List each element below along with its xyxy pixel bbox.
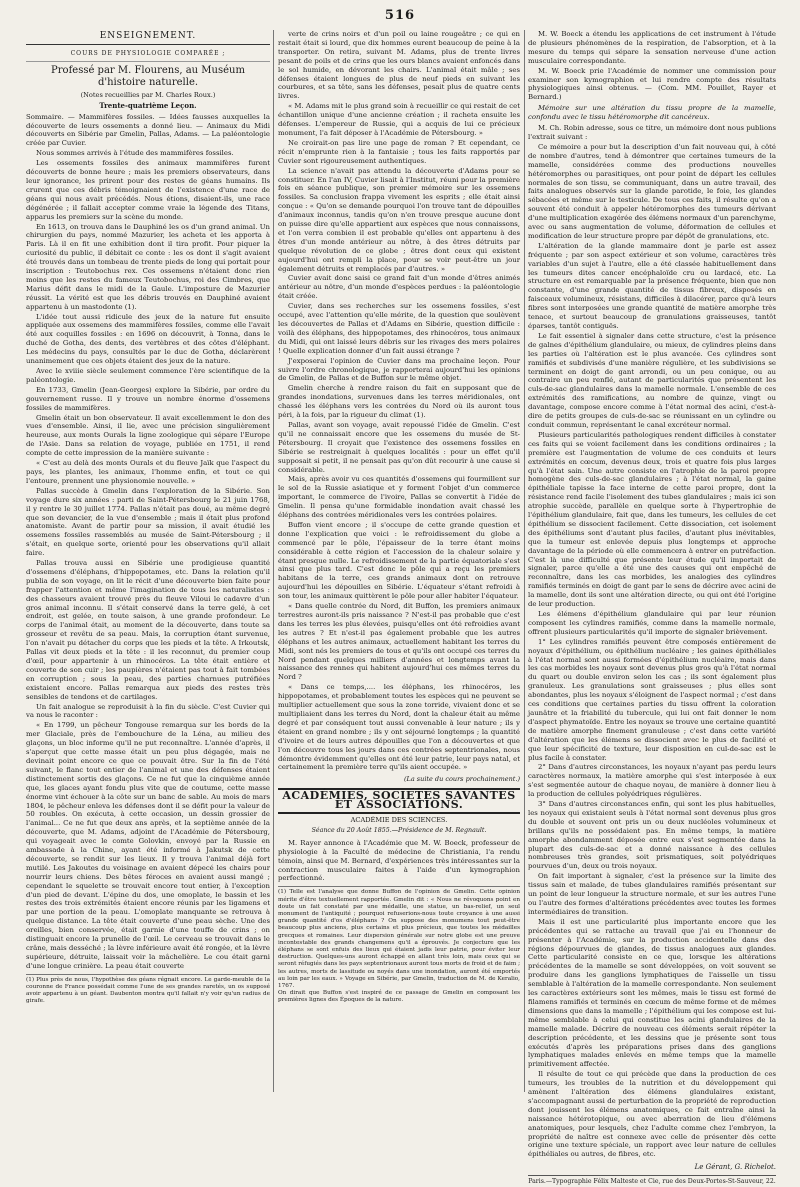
paragraph: « C'est au delà des monts Ourals et du fleuve Jaïk que l'aspect du pays, les plantes, les animaux, l'homme enfin, et tout ce qui l'entoure, prennent une physionomie nouvelle. » (26, 459, 270, 485)
paragraph: « En 1799, un pêcheur Tongouse remarqua sur les bords de la mer Glaciale, près de l'embouchure de la Léna, au milieu des glaçons, un bloc informe qu'il ne put reconnaître. L'année d'après, il s'aperçut que cette masse était un peu plus dégagée, mais ne devinait point encore ce que ce pouvait être. Sur la fin de l'été suivant, le flanc tout entier de l'animal et une des défenses étaient distinctement sortis des glaçons. Ce ne fut que la cinquième année que, les glaces ayant fondu plus vite que de coutume, cette masse énorme vint échouer à la côte sur un banc de sable. Au mois de mars 1804, le pêcheur enleva les défenses dont il se défit pour la valeur de 50 roubles. On exécuta, à cette occasion, un dessin grossier de l'animal... Ce ne fut que deux ans après, et la septième année de la découverte, que M. Adams, adjoint de l'Académie de Pétersbourg, qui voyageait avec le comte Golovkin, envoyé par la Russie en ambassade à la Chine, ayant été informé à Jakutsk de cette découverte, se rendit sur les lieux. Il y trouva l'animal déjà fort mutilé. Les Jakoutes du voisinage en avaient dépecé les chairs pour nourrir leurs chiens. Des bêtes féroces en avaient aussi mangé ; cependant le squelette se trouvait encore tout entier, à l'exception d'un pied de devant. L'épine du dos, une omoplate, le bassin et les restes des trois extrémités étaient encore réunis par les ligamens et par une portion de la peau. L'omoplate manquante se retrouva à quelque distance. La tête était couverte d'une peau sèche. Une des oreilles, bien conservée, était garnie d'une touffe de crins ; on distinguait encore la prunelle de l'œil. Le cerveau se trouvait dans le crâne, mais desséché ; la lèvre inférieure avait été rongée, et la lèvre supérieure, détruite, laissait voir la mâchelière. Le cou était garni d'une longue crinière. La peau était couverte (26, 721, 270, 970)
column-rule (273, 30, 274, 1092)
paragraph: En 1733, Gmelin (Jean-Georges) explore la Sibérie, par ordre du gouvernement russe. Il y trouve un nombre énorme d'ossemens fossiles de mammifères. (26, 385, 270, 412)
academie-body (278, 839, 520, 884)
footnote-2-text: (1) Telle est l'analyse que donne Buffon de l'opinion de Gmelin. Cette opinion mérite d'être textuellement rapportée. Gmelin dit : « Nous ne révoquons point en doute un fait constaté par une médaille, une statue, un bas-relief, un seul monument de l'antiquité ; pourquoi refuserions-nous toute croyance à une aussi grande quantité d'os d'éléphans ? On suppose des monumens tout peut-être beaucoup plus anciens, plus certains et plus précieux, que toutes les médailles grecques et romaines. Leur dispersion générale sur notre globe est une preuve incontestable des grands changemens qu'il a éprouvés. Je conjecture que les éléphans se sont enfuis des lieux qui étaient jadis leur patrie, pour éviter leur destruction. Quelques-uns auront échappé en allant très loin, mais ceux qui se seront réfugiés dans les pays septentrionaux auront tous morts de froid et de faim ; les autres, morts de lassitude ou noyés dans une inondation, auront été emportés au loin par les eaux. » Voyage en Sibérie, par Gmelin, traduction de M. de Keralio, 1767. (278, 889, 520, 990)
paragraph: « Dans quelle contrée du Nord, dit Buffon, les premiers animaux terrestres auront-ils pris naissance ? N'est-il pas probable que c'est dans les terres les plus élevées, puisqu'elles ont été refroidies avant les autres ? Et n'est-il pas également probable que les autres éléphans et les autres animaux, actuellement habitant les terres du Midi, sont nés les premiers de tous et qu'ils ont occupé ces terres du Nord pendant quelques milliers d'années et longtemps avant la naissance des rennes qui habitent aujourd'hui ces mêmes terres du Nord ? (278, 602, 520, 682)
paragraph: Cuvier avait donc saisi ce grand fait d'un monde d'êtres animés antérieur au nôtre, d'un monde d'espèces perdues : la paléontologie était créée. (278, 274, 520, 301)
paragraph: « M. Adams mit le plus grand soin à recueillir ce qui restait de cet échantillon unique d'une ancienne création ; il racheta ensuite les défenses. L'empereur de Russie, qui a acquis de lui ce précieux monument, l'a fait déposer à l'Académie de Pétersbourg. » (278, 102, 520, 137)
seance-line: Séance du 20 Août 1855.—Présidence de M. Regnault. (311, 826, 487, 834)
column-3-intro (528, 30, 776, 102)
column-3 (528, 30, 776, 1186)
paragraph: Plusieurs particularités pathologiques rendent difficiles à constater ces faits qui se voient facilement dans les conditions ordinaires ; la première est l'augmentation de volume de ces conduits et leurs extrémités en cœcum, devenus deux, trois et quatre fois plus larges qu'à l'état sain. Une autre consiste en l'atrophie de la paroi propre homogène des culs-de-sac glandulaires ; à l'état normal, la gaine épithéliale tapisse la face interne de cette paroi propre, dont la résistance rend facile l'isolement des tubes glandulaires ; mais ici son atrophie succède, parallèle en quelque sorte à l'hypertrophie de l'épithélium glandulaire, fait que, dans les tumeurs, les cellules de cet épithélium se dissocient facilement. Cette dissociation, cet isolement des épithéliums sont d'autant plus faciles, d'autant plus inévitables, que la tumeur est enlevée depuis plus longtemps et approche davantage de la période où elle commencera à entrer en putréfaction. C'est là une difficulté que présente leur étude qu'il importait de signaler, parce qu'elle a été une des causes qui ont empêché de reconnaître, dans les cas morbides, les analogies des cylindres ramifiés terminés en doigt de gant par le sens de décrire avec acini de la mamelle, dont ils sont une altération directe, ou qui ont été l'origine de leur production. (528, 430, 776, 609)
paragraph: Avec le xviiie siècle seulement commence l'ère scientifique de la paléontologie. (26, 367, 270, 384)
paragraph: 3° Dans d'autres circonstances enfin, qui sont les plus habituelles, les noyaux qui existaient seuls à l'état normal sont devenus plus gros du double et souvent ont pris un ou deux nucléoles volumineux et brillans qu'ils ne possédaient pas. En même temps, la matière amorphe abondamment déposée entre eux s'est segmentée dans la plupart des culs-de-sac et a donné naissance à des cellules nombreuses très grandes, soit prismatiques, soit polyédriques pourvues d'un, deux ou trois noyaux. (528, 800, 776, 871)
memoire-title: Mémoire sur une altération du tissu propre de la mamelle, confondu avec le tissu hétéromorphe dit cancéreux. (528, 104, 776, 122)
paragraph: Pallas succède à Gmelin dans l'exploration de la Sibérie. Son voyage dure six années : parti de Saint-Pétersbourg le 21 juin 1768, il y rentre le 30 juillet 1774. Pallas n'était pas doué, au même degré que son devancier, de la vue d'ensemble ; mais il était plus profond anatomiste. Avant de partir pour sa mission, il avait étudié les ossemens fossiles rassemblés au musée de Saint-Pétersbourg ; il s'était, en quelque sorte, orienté pour les observations qu'il allait faire. (26, 486, 270, 558)
continuation-note: (La suite du cours prochainement.) (404, 775, 520, 784)
paragraph: Pallas, avant son voyage, avait repoussé l'idée de Gmelin. C'est qu'il ne connaissait encore que les ossemens du musée de St-Pétersbourg. Il croyait que l'existence des ossemens fossiles en Sibérie se restreignait à quelques localités : pour un effet qu'il supposait si petit, il ne pensait pas qu'on dût recourir à une cause si considérable. (278, 420, 520, 474)
paragraph: M. Rayer annonce à l'Académie que M. W. Boeck, professeur de physiologie à la Faculté de médecine de Christiania, l'a rendu témoin, ainsi que M. Bernard, d'expériences très intéressantes sur la contraction musculaire faites à l'aide d'un kymographion perfectionné. (278, 838, 520, 883)
paragraph: Nous sommes arrivés à l'étude des mammifères fossiles. (36, 149, 234, 158)
paragraph: Buffon vient encore ; il s'occupe de cette grande question et donne l'explication que voici : le refroidissement du globe a commencé par le pôle, l'épaisseur de la terre étant moins considérable à cette région et l'accession de la chaleur solaire y étant presque nulle. Le refroidissement de la partie équatoriale s'est ainsi que plus tard. C'est donc le pôle qui a reçu les premiers habitans de la terre, ces grands animaux dont on retrouve aujourd'hui les dépouilles en Sibérie. L'équateur s'étant refroidi à son tour, les animaux quittèrent le pôle pour aller habiter l'équateur. (278, 520, 520, 601)
paragraph: Il résulte de tout ce qui précède que dans la production de ces tumeurs, les troubles de la nutrition et du développement qui amènent l'altération des élémens glandulaires existant, s'accompagnant aussi de perturbation de la propriété de reproduction dont jouissent les élémens anatomiques, ce fait entraîne ainsi la naissance hétérotopique, ou avec aberration de lieu d'élémens anatomiques, pour lesquels, chez l'adulte comme chez l'embryon, la propriété de naître est connexe avec celle de présenter dès cette origine une texture spéciale, un rapport avec leur nature de cellules épithéliales ou autres, de fibres, etc. (528, 1070, 776, 1159)
paragraph: Ce mémoire a pour but la description d'un fait nouveau qui, à côté de nombre d'autres, tend à démontrer que certaines tumeurs de la mamelle, considérées comme des productions nouvelles hétéromorphes ou parasitiques, ont pour point de départ les cellules normales de son tissu, se communiquant, dans un autre travail, des faits analogues observés sur la glande parotide, le foie, les glandes sébacées et même sur le testicule. De tous ces faits, il résulte qu'on a souvent été conduit à appeler hétéromorphes des tumeurs dérivant d'une multiplication exagérée des élémens normaux d'un parenchyme, avec ou sans augmentation de volume, déformation de cellules et modification de leur structure propre par dépôt de granulations, etc. (528, 142, 776, 240)
paragraph: 2° Dans d'autres circonstances, les noyaux n'ayant pas perdu leurs caractères normaux, la matière amorphe qui s'est interposée à eux s'est segmentée autour de chaque noyau, de manière à donner lieu à la production de cellules polyédriques régulières. (528, 763, 776, 799)
paragraph: Gmelin cherche à rendre raison du fait en supposant que de grandes inondations, survenues dans les terres méridionales, ont chassé les éléphans vers les contrées du Nord où ils auront tous péri, à la fois, par la rigueur du climat (1). (278, 384, 520, 420)
academies-header: ACADÉMIES, SOCIÉTÉS SAVANTES ET ASSOCIATIONS. (278, 788, 520, 814)
lesson-title: Trente-quatrième Leçon. (99, 100, 197, 110)
paragraph: On fait important à signaler, c'est la présence sur la limite des tissus sain et malade, de tubes glandulaires ramifiés présentant sur un point de leur longueur la structure normale, et sur les autres l'une ou l'autre des formes d'altérations précédentes avec toutes les formes intermédiaires de transition. (528, 872, 776, 916)
column-rule (524, 30, 525, 1092)
paragraph: Les élémens d'épithélium glandulaire qui par leur réunion composent les cylindres ramifiés, comme dans la mamelle normale, offrent plusieurs particularités qu'il importe de signaler brièvement. (528, 610, 776, 636)
column-2-body (278, 30, 520, 772)
section-header: ENSEIGNEMENT. (26, 30, 270, 45)
paragraph: « Dans ce temps,.... les éléphans, les rhinocéros, les hippopotames, et probablement toutes les espèces qui ne peuvent se multiplier actuellement que sous la zone torride, vivaient donc et se multipliaient dans les terres du Nord, dont la chaleur était au même degré et par conséquent tout aussi convenable à leur nature ; ils y étaient en grand nombre ; ils y ont séjourné longtemps ; la quantité d'ivoire et de leurs autres dépouilles que l'on a découvertes et que l'on découvre tous les jours dans ces contrées septentrionales, nous démontre évidemment qu'elles ont été leur patrie, leur pays natal, et certainement la première terre qu'ils aient occupée. » (278, 683, 520, 772)
paragraph: Gmelin était un bon observateur. Il avait excellemment le don des vues d'ensemble. Ainsi, il lie, avec une précision singulièrement heureuse, aux monts Ourals la ligne zoologique qui sépare l'Europe de l'Asie. Dans sa relation de voyage, publiée en 1751, il rend compte de cette impression de la manière suivante : (26, 413, 270, 458)
paragraph: Les ossements fossiles des animaux mammifères furent découverts de bonne heure ; mais les premiers observateurs, dans leur ignorance, les prirent pour des restes de géans humains. Ils crurent que ces débris témoignaient de l'existence d'une race de géans qui nous avait précédés. Nous étions, disaient-ils, une race dégénérée ; il fallait accepter comme vraie la légende des Titans, apparus les premiers sur la scène du monde. (26, 159, 270, 221)
academie-subheader: ACADÉMIE DES SCIENCES. (350, 816, 448, 825)
paragraph: 1° Les cylindres ramifiés peuvent être composés entièrement de noyaux d'épithélium, ou épithélium nucléaire ; les gaines épithéliales à l'état normal sont aussi formées d'épithélium nucléaire, mais dans les cas morbides les noyaux sont devenus plus gros qu'à l'état normal du quart ou double environ selon les cas ; ils sont également plus granuleux. Les granulations sont graisseuses ; plus elles sont abondantes, plus les noyaux s'éloignent de l'aspect normal ; c'est dans ces conditions que certaines parties du tissu offrent la coloration jaunâtre et la friabilité du tubercule, qui lui ont fait donner le nom d'aspect phymatoïde. Entre les noyaux se trouve une certaine quantité de matière amorphe finement granuleuse ; c'est dans cette variété d'altération que les élémens se dissocient avec le plus de facilité et que leur spécificité de texture, leur disposition en cul-de-sac est le plus facile à constater. (528, 637, 776, 762)
paragraph: Cuvier, dans ses recherches sur les ossemens fossiles, s'est occupé, avec l'attention qu'elle mérite, de la question que soulèvent les découvertes de Pallas et d'Adams en Sibérie, question difficile : voilà des éléphans, des hippopotames, des rhinocéros, tous animaux du Midi, qui ont laissé leurs débris sur les rivages des mers polaires ! Quelle explication donner d'un fait aussi étrange ? (278, 302, 520, 355)
paragraph: L'idée tout aussi ridicule des jeux de la nature fut ensuite appliquée aux ossemens des mammifères fossiles, comme elle l'avait été aux coquilles fossiles : en 1696 on découvrit, à Tonna, dans le duché de Gotha, des dents, des vertèbres et des côtes d'éléphant. Les médecins du pays, consultés par le duc de Gotha, déclarèrent unanimement que ces objets étaient des jeux de la nature. (26, 312, 270, 366)
course-title: Professé par M. Flourens, au Muséum d'histoire naturelle. (51, 64, 245, 88)
paragraph: Mais il est une particularité plus importante encore que les précédentes qui se rattache au travail que j'ai eu l'honneur de présenter à l'Académie, sur la production accidentelle dans des régions dépourvues de glandes, de tissus analogues aux glandes. Cette particularité consiste en ce que, lorsque les altérations précédentes de la mamelle se sont développées, on voit souvent se produire dans les ganglions lymphatiques de l'aisselle un tissu semblable à l'altération de la mamelle correspondante. Non seulement les caractères extérieurs sont les mêmes, mais le tissu est formé de filamens ramifiés et terminés en cœcum de même forme et de mêmes dimensions que dans la mamelle ; l'épithélium qui les compose est lui-même semblable à celui qui constitue les acini glandulaires de la mamelle malade. Décrire de nouveau ces éléments serait répéter la description précédente, et les dessins que je présente sont tous exécutés d'après les préparations prises dans des ganglions lymphatiques malades enlevés en même temps que la mamelle primitivement affectée. (528, 917, 776, 1069)
paragraph: L'altération de la glande mammaire dont je parle est assez fréquente ; par son aspect extérieur et son volume, caractères très variables d'un sujet à l'autre, elle a été classée habituellement dans les tumeurs dites cancer encéphaloïde cru ou lardacé, etc. La structure en est remarquable par la présence fréquente, bien que non constante, d'une grande quantité de tissus fibreux, disposés en faisceaux volumineux, résistans, difficiles à dilacérer, parce qu'à leurs fibres sont interposées une grande quantité de matière amorphe très tenace, et surtout beaucoup de granulations graisseuses, tantôt éparses, tantôt contiguës. (528, 241, 776, 330)
footnote-2-continued: On dirait que Buffon s'est inspiré de ce passage de Gmelin en composant les premières lignes des Époques de la nature. (278, 990, 520, 1004)
paragraph: Un fait analogue se reproduisit à la fin du siècle. C'est Cuvier qui va nous le raconter : (26, 702, 270, 720)
column-1-body (26, 149, 270, 970)
paragraph: J'exposerai l'opinion de Cuvier dans ma prochaine leçon. Pour suivre l'ordre chronologique, je rapporterai aujourd'hui les opinions de Gmelin, de Pallas et de Buffon sur le même objet. (278, 356, 520, 383)
lesson-summary: Sommaire. — Mammifères fossiles. — Idées fausses auxquelles la découverte de leurs ossements a donné lieu. — Animaux du Midi découverts en Sibérie par Gmelin, Pallas, Adams. — La paléontologie créée par Cuvier. (26, 112, 270, 148)
paragraph: Pallas trouva aussi en Sibérie une prodigieuse quantité d'ossemens d'éléphans, d'hippopotames, etc. Dans la relation qu'il publia de son voyage, on lit le récit d'une découverte bien faite pour frapper l'attention et même l'imagination de tous les naturalistes : des chasseurs avaient trouvé près du fleuve Viloui le cadavre d'un gros animal inconnu. Il s'était conservé dans la terre gelé, à cet endroit, est gelée, en toute saison, à une grande profondeur. Le corps de l'animal était, au moment de la découverte, dans toute sa grosseur et revêtu de sa peau. Mais, la corruption étant survenue, l'on n'avait pu détacher du corps que les pieds et la tête. A Irkoutsk, Pallas vit deux pieds et la tête : il les reconnut, du premier coup d'œil, pour appartenir à un rhinocéros. La tête était entière et couverte de son cuir ; les paupières n'étaient pas tout à fait tombées en corruption ; sous la peau, des parties charnues putréfiées existaient encore. Pallas remarqua aux pieds des restes très sensibles de tendons et de cartilages. (26, 559, 270, 701)
column-1 (26, 30, 270, 1090)
column-2 (278, 30, 520, 1090)
course-kicker: COURS DE PHYSIOLOGIE COMPARÉE ; (26, 50, 270, 62)
notes-credit: (Notes recueillies par M. Charles Roux.) (80, 90, 216, 99)
paragraph: La science n'avait pas attendu la découverte d'Adams pour se constituer. En l'an IV, Cuvier lisait à l'Institut, réuni pour la première fois en séance publique, son premier mémoire sur les ossemens fossiles. Sa conclusion frappa vivement les esprits ; elle était ainsi conçue : « Qu'on se demande pourquoi l'on trouve tant de dépouilles d'animaux inconnus, tandis qu'on n'en trouve presque aucune dont on puisse dire qu'elle appartient aux espèces que nous connaissons, et l'on verra combien il est probable qu'elles ont appartenu à des êtres d'un monde antérieur au nôtre, à des êtres détruits par quelque révolution de ce globe ; êtres dont ceux qui existent aujourd'hui ont rempli la place, pour se voir peut-être un jour également détruits et remplacés par d'autres. » (278, 166, 520, 273)
printer-line: Paris.—Typographie Félix Malteste et Cie, rue des Deux-Portes-St-Sauveur, 22. (528, 1175, 776, 1187)
paragraph: M. W. Boeck a étendu les applications de cet instrument à l'étude de plusieurs phénomènes de la respiration, de l'absorption, et à la mesure du temps qui sépare la sensation nerveuse d'une action musculaire correspondante. (528, 30, 776, 65)
footnote-2 (278, 886, 520, 1004)
paragraph: verte de crins noirs et d'un poil ou laine rougeâtre ; ce qui en restait était si lourd, que dix hommes eurent beaucoup de peine à la transporter. On retira, suivant M. Adams, plus de trente livres pesant de poils et de crins que les ours blancs avaient enfoncés dans le sol humide, en dévorant les chairs. L'animal était mâle ; ses défenses étaient longues de plus de neuf pieds en suivant les courbures, et sa tête, sans les défenses, pesait plus de quatre cents livres. (278, 30, 520, 101)
footnote-1: (1) Plus près de nous, l'hypothèse des géans régnait encore. Le garde-meuble de la couronne de France possédait comme l'une de ses grandes raretés, un os supposé avoir appartenu à un géant. Daubenton montra qu'il fallait n'y voir qu'un radius de girafe. (26, 974, 270, 1006)
page-number: 516 (384, 8, 416, 23)
memoire-body (528, 124, 776, 1159)
gerant-signature: Le Gérant, G. Richelot. (694, 1163, 776, 1172)
paragraph: Mais, après avoir vu ces quantités d'ossemens qui fourmillent sur le sol de la Russie asiatique et y forment l'objet d'un commerce important, le commerce de l'ivoire, Pallas se convertit à l'idée de Gmelin. Il pensa qu'une formidable inondation avait chassé les éléphans des contrées méridionales vers les contrées polaires. (278, 475, 520, 520)
paragraph: Ne croirait-on pas lire une page de roman ? Et cependant, ce récit n'emprunte rien à la fantaisie ; tous les faits rapportés par Cuvier sont rigoureusement authentiques. (278, 138, 520, 165)
paragraph: Le fait essentiel à signaler dans cette structure, c'est la présence de galnes d'épithélium glandulaire, ou mieux, de cylindres pleins dans les parties où l'altération est le plus avancée. Ces cylindres sont ramifiés et subdivisés d'une manière régulière, et les subdivisions se terminent en doigt de gant arrondi, ou un peu conique, ou au contraire un peu renflé, autant de particularités que présentent les culs-de-sac glandulaires dans la mamelle normale. L'ensemble de ces extrémités des ramifications, au nombre de quinze, vingt ou davantage, compose encore comme à l'état normal des acini, c'est-à-dire de petits groupes de culs-de-sac se réunissant en un cylindre ou conduit commun, représentant le canal excréteur normal. (528, 331, 776, 429)
paragraph: M. W. Boeck prie l'Académie de nommer une commission pour examiner son kymographion et lui rendre compte des résultats physiologiques ainsi obtenus. — (Com. MM. Pouillet, Rayer et Bernard.) (528, 66, 776, 102)
paragraph: En 1613, on trouva dans le Dauphiné les os d'un grand animal. Un chirurgien du pays, nommé Mazurier, les acheta et les apporta à Paris. Là il en fit une exhibition dont il tira profit. Pour piquer la curiosité du public, il débitait ce conte : les os dont il s'agit avaient été trouvés dans un tombeau de trente pieds de long qui portait pour inscription : Teutobochus rex. Ces ossemens n'étaient donc rien moins que les restes du fameux Teutobochus, roi des Cimbres, que Marius défit dans le midi de la Gaule. L'imposture de Mazurier réussit. La vérité est que les débris trouvés en Dauphiné avaient appartenu à un mastodonte (1). (26, 222, 270, 311)
paragraph: M. Ch. Robin adresse, sous ce titre, un mémoire dont nous publions l'extrait suivant : (528, 124, 776, 141)
